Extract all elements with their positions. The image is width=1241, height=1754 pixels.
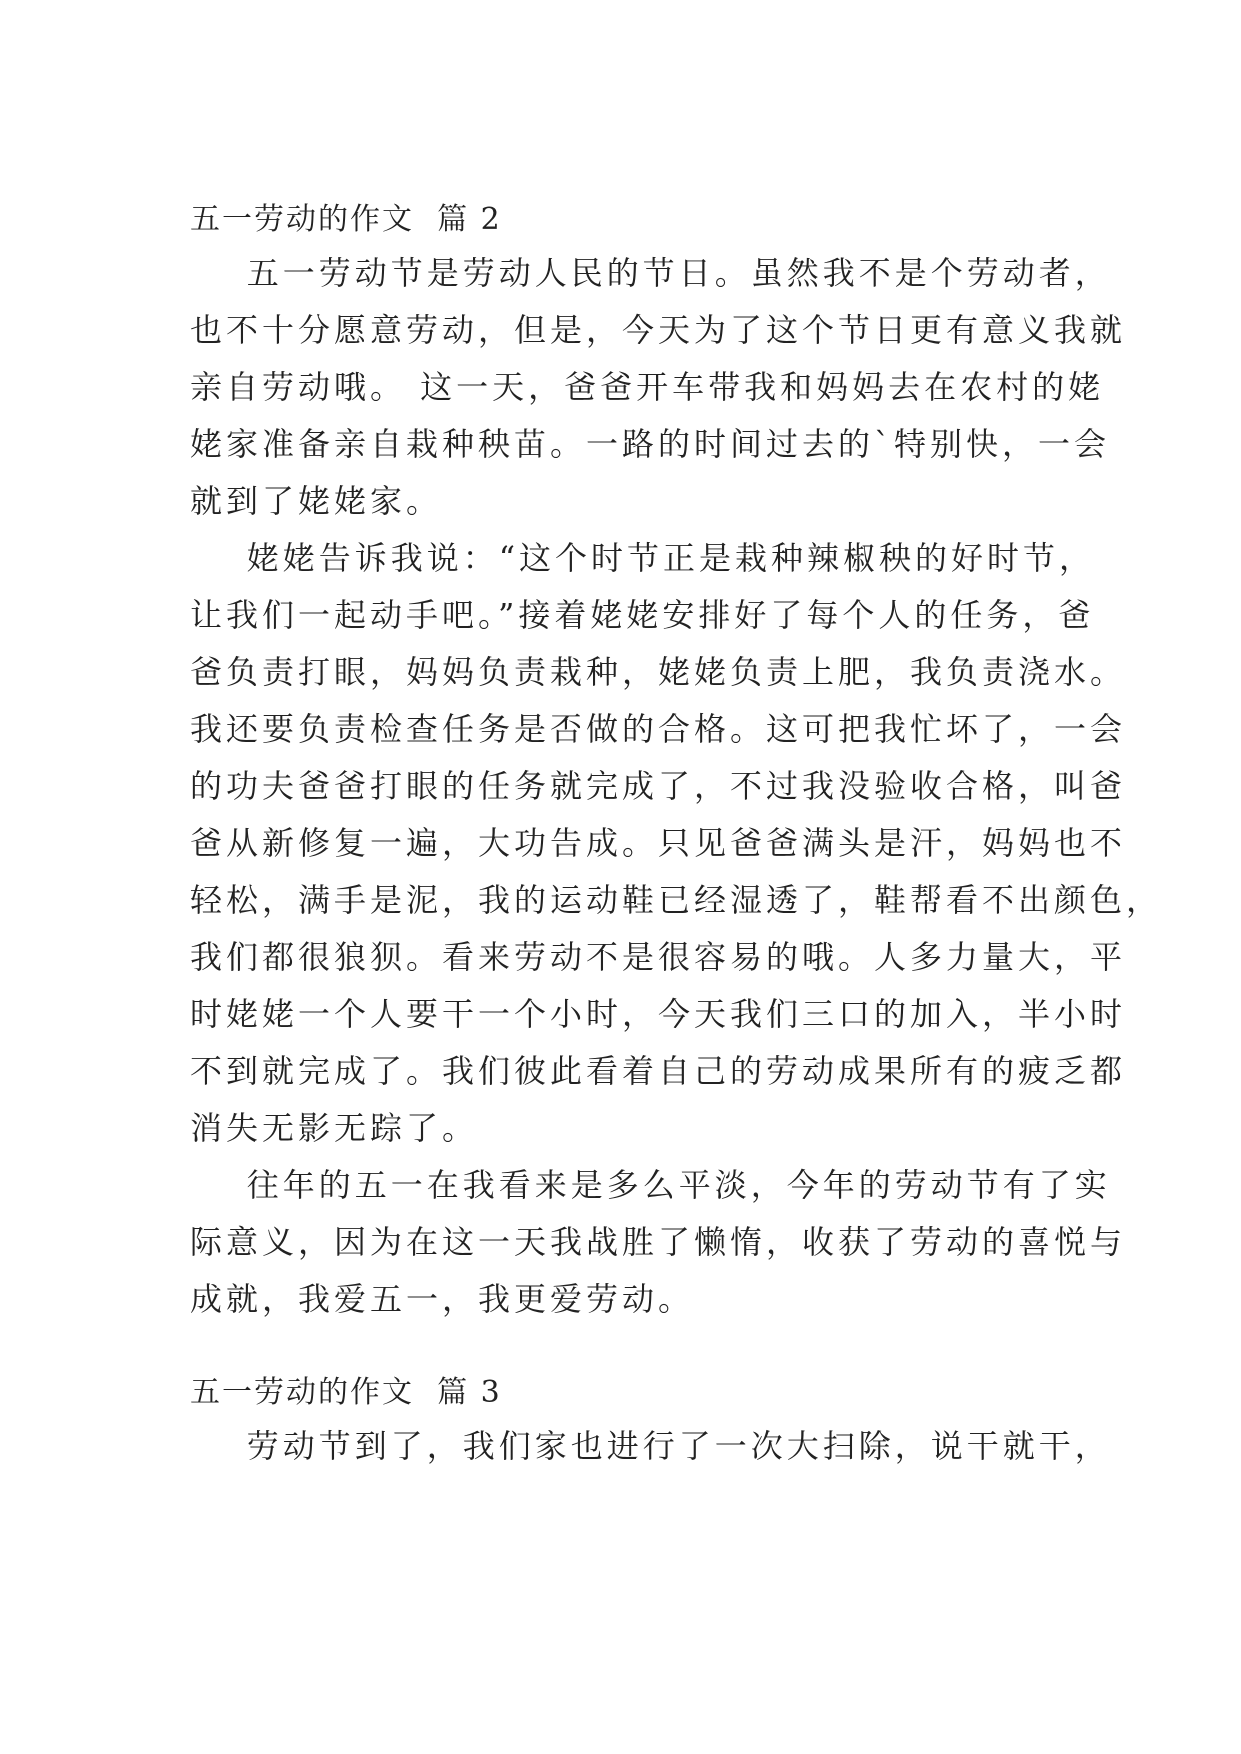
section-3-title: 五一劳动的作文 篇 3 — [190, 1375, 502, 1410]
paragraph-line: 往年的五一在我看来是多么平淡，今年的劳动节有了实 — [190, 1166, 1111, 1204]
paragraph-line: 爸负责打眼，妈妈负责栽种，姥姥负责上肥，我负责浇水。 — [190, 653, 1127, 691]
paragraph-line: 成就，我爱五一，我更爱劳动。 — [190, 1280, 695, 1318]
paragraph-line: 亲自劳动哦。 这一天，爸爸开车带我和妈妈去在农村的姥 — [190, 368, 1105, 406]
paragraph-line: 就到了姥姥家。 — [190, 482, 443, 520]
paragraph-line: 不到就完成了。我们彼此看着自己的劳动成果所有的疲乏都 — [190, 1052, 1127, 1090]
paragraph-line: 也不十分愿意劳动，但是，今天为了这个节日更有意义我就 — [190, 311, 1127, 349]
paragraph-line: 五一劳动节是劳动人民的节日。虽然我不是个劳动者， — [190, 254, 1111, 292]
paragraph-line: 消失无影无踪了。 — [190, 1109, 479, 1147]
paragraph-line: 姥家准备亲自栽种秧苗。一路的时间过去的`特别快，一会 — [190, 425, 1111, 463]
paragraph-line: 爸从新修复一遍，大功告成。只见爸爸满头是汗，妈妈也不 — [190, 824, 1127, 862]
paragraph-line: 劳动节到了，我们家也进行了一次大扫除，说干就干， — [190, 1427, 1111, 1465]
section-2-title: 五一劳动的作文 篇 2 — [190, 202, 502, 237]
paragraph-line: 我还要负责检查任务是否做的合格。这可把我忙坏了，一会 — [190, 710, 1127, 748]
paragraph-line: 我们都很狼狈。看来劳动不是很容易的哦。人多力量大，平 — [190, 938, 1127, 976]
paragraph-line: 姥姥告诉我说：“这个时节正是栽种辣椒秧的好时节， — [190, 539, 1096, 577]
paragraph-line: 时姥姥一个人要干一个小时，今天我们三口的加入，半小时 — [190, 995, 1127, 1033]
paragraph-line: 际意义，因为在这一天我战胜了懒惰，收获了劳动的喜悦与 — [190, 1223, 1127, 1261]
paragraph-line: 让我们一起动手吧。”接着姥姥安排好了每个人的任务，爸 — [190, 596, 1095, 634]
paragraph-line: 轻松，满手是泥，我的运动鞋已经湿透了，鞋帮看不出颜色， — [190, 881, 1163, 919]
paragraph-line: 的功夫爸爸打眼的任务就完成了，不过我没验收合格，叫爸 — [190, 767, 1127, 805]
